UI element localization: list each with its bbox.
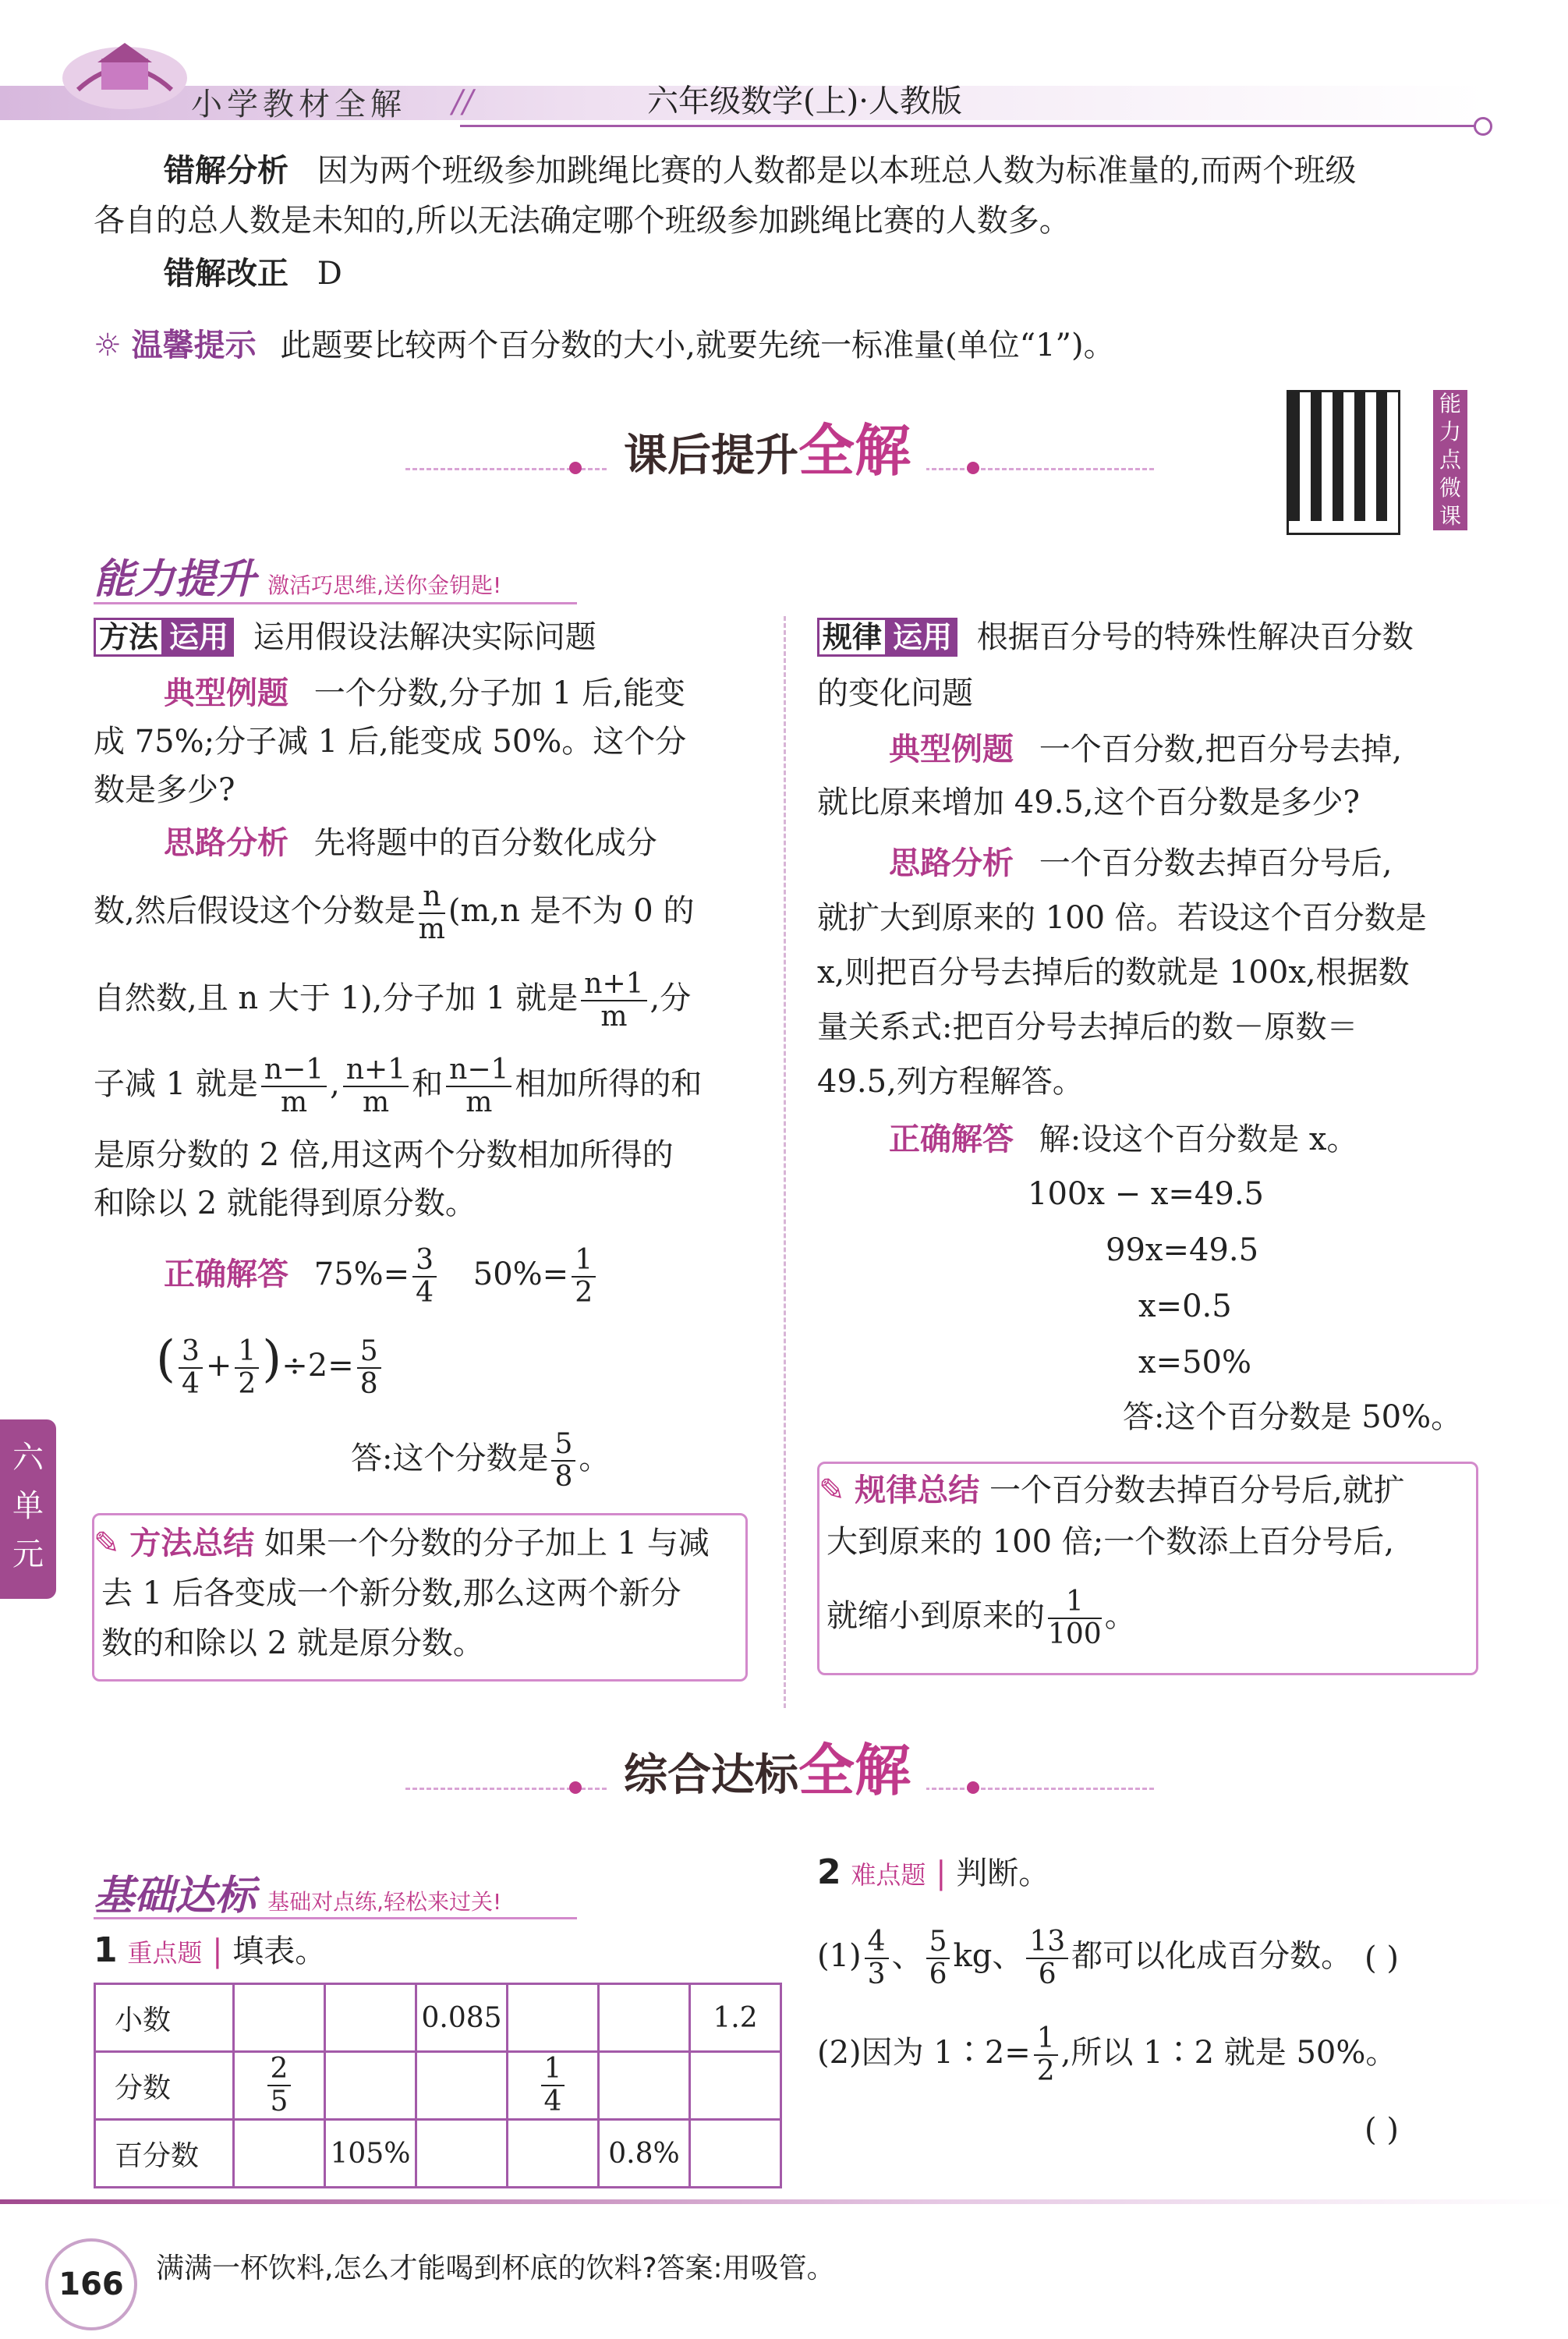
fraction-3-4: $\frac{3}{4}$ xyxy=(179,1336,203,1400)
left-example-l2: 成 75%;分子减 1 后,能变成 50%。这个分 xyxy=(94,724,687,760)
left-answer-final: 答:这个分数是 $\frac{5}{8}$ 。 xyxy=(351,1428,611,1493)
lightbulb-icon: ☼ xyxy=(94,328,122,363)
column-divider xyxy=(784,616,786,1708)
qr-side-label: 能 力 点 微 课 xyxy=(1433,390,1467,530)
right-eq2: 99x=49.5 xyxy=(1106,1232,1259,1268)
method-summary-l1: ✎ 方法总结 如果一个分数的分子加上 1 与减 xyxy=(94,1526,710,1561)
error-analysis-line2: 各自的总人数是未知的,所以无法确定哪个班级参加跳绳比赛的人数多。 xyxy=(94,203,1071,239)
fraction-1-2: $\frac{1}{2}$ xyxy=(1034,2023,1058,2087)
left-example-l3: 数是多少? xyxy=(94,772,235,808)
left-method-heading: 方法 运用 运用假设法解决实际问题 xyxy=(94,613,596,661)
error-correction: 错解改正 D xyxy=(164,256,342,292)
pencil-icon: ✎ xyxy=(819,1473,845,1508)
right-idea-l3: x,则把百分号去掉后的数就是 100x,根据数 xyxy=(817,955,1410,991)
fraction-5-6: $\frac{5}{6}$ xyxy=(926,1926,950,1990)
right-heading-l2: 的变化问题 xyxy=(817,675,973,711)
method-summary-label: 方法总结 xyxy=(129,1526,255,1561)
fraction-1-2: $\frac{1}{2}$ xyxy=(572,1245,596,1309)
right-eq3: x=0.5 xyxy=(1138,1288,1232,1324)
left-idea-l2: 数,然后假设这个分数是 $\frac{n}{m}$ (m,n 是不为 0 的 xyxy=(94,881,695,945)
tip: ☼ 温馨提示 此题要比较两个百分数的大小,就要先统一标准量(单位“1”)。 xyxy=(94,328,1115,363)
left-idea-l6: 和除以 2 就能得到原分数。 xyxy=(94,1185,476,1221)
right-example-l2: 就比原来增加 49.5,这个百分数是多少? xyxy=(817,785,1360,820)
table-row: 分数 $\frac{2}{5}$ $\frac{1}{4}$ xyxy=(95,2052,781,2120)
right-rule-heading: 规律 运用 根据百分号的特殊性解决百分数 xyxy=(817,613,1414,661)
unit-side-tab: 六 单 元 xyxy=(0,1419,56,1599)
divider-slash: // xyxy=(452,84,473,120)
fraction-n-plus-1-over-m: $\frac{n+1}{m}$ xyxy=(581,969,646,1033)
rule-summary-l1: ✎ 规律总结 一个百分数去掉百分号后,就扩 xyxy=(819,1473,1405,1508)
rule-summary-l2: 大到原来的 100 倍;一个数添上百分号后, xyxy=(826,1524,1394,1560)
right-idea-l1: 思路分析 一个百分数去掉百分号后, xyxy=(889,845,1393,881)
series-title: 小学教材全解 xyxy=(191,87,406,122)
ability-subhead: 能力提升 激活巧思维,送你金钥匙! xyxy=(94,556,502,603)
q2-answer-1[interactable]: ( ) xyxy=(1364,1940,1399,1976)
basic-underline xyxy=(94,1917,577,1919)
right-answer-final: 答:这个百分数是 50%。 xyxy=(1123,1399,1463,1435)
section1-dot-right xyxy=(967,462,979,474)
q1-header: 1 重点题 | 填表。 xyxy=(94,1930,327,1970)
error-correction-label: 错解改正 xyxy=(164,256,288,292)
fraction-1-4: $\frac{1}{4}$ xyxy=(541,2054,565,2118)
q1-table xyxy=(94,1983,782,2188)
basic-subhead: 基础达标 基础对点练,轻松来过关! xyxy=(94,1873,502,1919)
section2-title: 综合达标全解 xyxy=(608,1725,926,1806)
left-idea-l4: 子减 1 就是 $\frac{n-1}{m}$ , $\frac{n+1}{m}$ 和 $\frac{n-1}{m}$ 相加所得的和 xyxy=(94,1054,703,1118)
book-title: 六年级数学(上)·人教版 xyxy=(647,83,962,119)
left-idea-l3: 自然数,且 n 大于 1),分子加 1 就是 $\frac{n+1}{m}$ ,分 xyxy=(94,968,692,1033)
right-idea-l2: 就扩大到原来的 100 倍。若设这个百分数是 xyxy=(817,900,1427,936)
footer-rule xyxy=(0,2199,1568,2204)
q2-statement-2: (2)因为 1∶2= $\frac{1}{2}$ ,所以 1∶2 就是 50%。 xyxy=(817,2022,1397,2087)
fraction-n-over-m: $\frac{n}{m}$ xyxy=(418,881,445,945)
right-eq4: x=50% xyxy=(1138,1345,1251,1380)
method-summary-l2: 去 1 后各变成一个新分数,那么这两个新分 xyxy=(101,1575,681,1611)
qr-code[interactable] xyxy=(1287,390,1400,535)
error-analysis-label: 错解分析 xyxy=(164,153,288,189)
pencil-icon: ✎ xyxy=(94,1526,120,1561)
section2-dot-right xyxy=(967,1781,979,1794)
header-rule xyxy=(460,125,1481,127)
footer-tip: 满满一杯饮料,怎么才能喝到杯底的饮料?答案:用吸管。 xyxy=(156,2252,835,2284)
header-dot xyxy=(1474,117,1492,136)
fraction-4-3: $\frac{4}{3}$ xyxy=(865,1926,889,1990)
fraction-1-100: $\frac{1}{100}$ xyxy=(1048,1586,1102,1650)
rule-summary-label: 规律总结 xyxy=(855,1473,980,1508)
section1-dot-left xyxy=(569,462,582,474)
left-answer-l2: ( $\frac{3}{4}$ + $\frac{1}{2}$ )÷2= $\frac{5}{8}$ xyxy=(156,1335,384,1400)
right-idea-l4: 量关系式:把百分号去掉后的数－原数＝ xyxy=(817,1009,1358,1045)
fraction-3-4: $\frac{3}{4}$ xyxy=(412,1245,437,1309)
rule-summary-l3: 就缩小到原来的 $\frac{1}{100}$ 。 xyxy=(826,1586,1136,1650)
fraction-5-8: $\frac{5}{8}$ xyxy=(357,1336,381,1400)
left-idea-l5: 是原分数的 2 倍,用这两个分数相加所得的 xyxy=(94,1137,674,1173)
right-eq1: 100x − x=49.5 xyxy=(1028,1176,1264,1212)
right-answer-l1: 正确解答 解:设这个百分数是 x。 xyxy=(889,1122,1358,1157)
ability-underline xyxy=(94,602,577,604)
right-example-l1: 典型例题 一个百分数,把百分号去掉, xyxy=(889,732,1403,767)
right-idea-l5: 49.5,列方程解答。 xyxy=(817,1064,1084,1100)
left-idea-l1: 思路分析 先将题中的百分数化成分 xyxy=(164,825,657,861)
q2-header: 2 难点题 | 判断。 xyxy=(817,1852,1050,1892)
q2-answer-2[interactable]: ( ) xyxy=(1364,2112,1399,2148)
tip-label: 温馨提示 xyxy=(131,328,257,363)
fraction-n-minus-1-over-m: $\frac{n-1}{m}$ xyxy=(446,1054,511,1118)
method-summary-l3: 数的和除以 2 就是原分数。 xyxy=(101,1625,484,1661)
q2-statement-1: (1) $\frac{4}{3}$ 、 $\frac{5}{6}$ kg、 $\frac{13}{6}$ 都可以化成百分数。 xyxy=(817,1926,1353,1990)
section2-dot-left xyxy=(569,1781,582,1794)
left-example-l1: 典型例题 一个分数,分子加 1 后,能变 xyxy=(164,675,686,711)
page-number: 166 xyxy=(45,2238,137,2330)
table-row: 小数 0.085 1.2 xyxy=(95,1984,781,2052)
fraction-1-2: $\frac{1}{2}$ xyxy=(235,1336,259,1400)
fraction-2-5: $\frac{2}{5}$ xyxy=(267,2054,292,2118)
fraction-n-plus-1-over-m: $\frac{n+1}{m}$ xyxy=(343,1054,409,1118)
table-row: 百分数 105% 0.8% xyxy=(95,2120,781,2188)
fraction-13-6: $\frac{13}{6}$ xyxy=(1026,1926,1068,1990)
error-analysis-line1: 错解分析 因为两个班级参加跳绳比赛的人数都是以本班总人数为标准量的,而两个班级 xyxy=(164,153,1357,189)
fraction-n-minus-1-over-m: $\frac{n-1}{m}$ xyxy=(261,1054,327,1118)
section1-title: 课后提升全解 xyxy=(608,406,926,487)
fraction-5-8: $\frac{5}{8}$ xyxy=(551,1429,575,1493)
series-logo xyxy=(55,23,195,117)
left-answer-l1: 正确解答 75%= $\frac{3}{4}$ 50%= $\frac{1}{2}$ xyxy=(164,1245,599,1309)
